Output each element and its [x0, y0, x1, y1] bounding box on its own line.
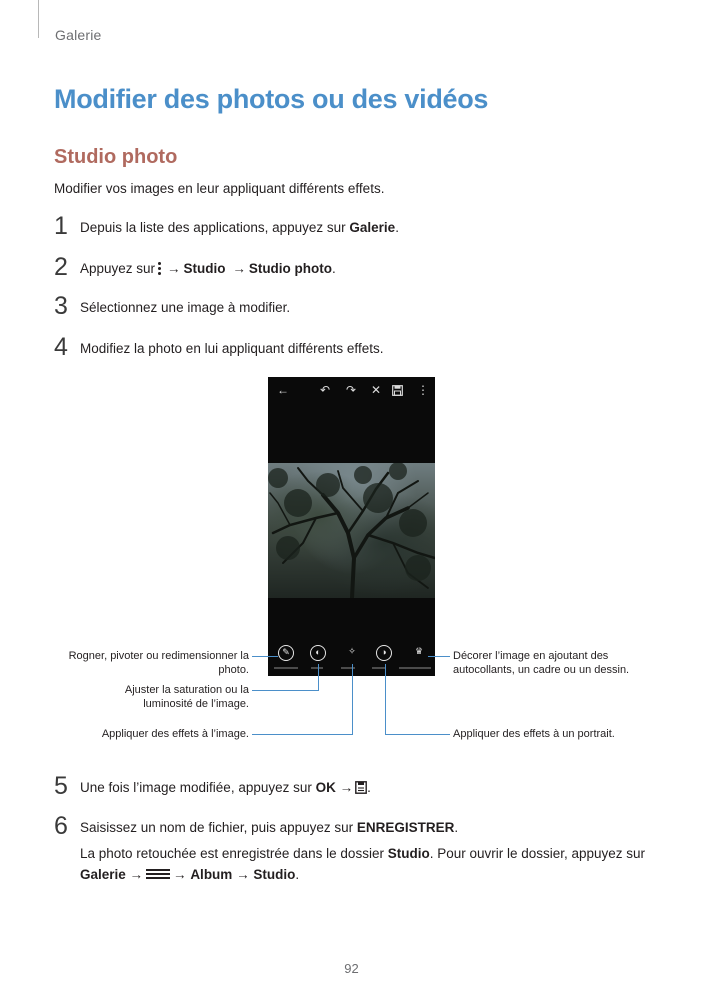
callout-effects: Appliquer des effets à l’image. [101, 728, 249, 740]
step-number: 3 [54, 292, 68, 320]
step-text: Depuis la liste des applications, appuyez sur Galerie. [80, 220, 399, 235]
callout-line-decorate [428, 656, 450, 657]
undo-icon[interactable]: ↶ [320, 383, 331, 397]
adjust-tool-icon[interactable]: ◐ [310, 645, 326, 661]
redo-icon[interactable]: ↷ [346, 383, 357, 397]
photo-tree [268, 463, 435, 598]
callout-line-effects [352, 664, 353, 735]
callout-line-adjust [318, 664, 319, 691]
page-number: 92 [344, 961, 359, 976]
menu-icon [146, 868, 170, 880]
step-text: Une fois l’image modifiée, appuyez sur OK → . [80, 780, 371, 795]
sub-title: Studio photo [54, 146, 178, 168]
save-icon [355, 781, 367, 794]
page-title: Modifier des photos ou des vidéos [54, 84, 489, 114]
note-line-2: Galerie → → Album → Studio. [80, 867, 300, 882]
step-number: 4 [54, 333, 68, 361]
step-text: Modifiez la photo en lui appliquant différents effets. [80, 341, 384, 356]
callout-line-crop [252, 656, 278, 657]
effects-tool-icon[interactable]: ✧ [348, 646, 356, 656]
editor-toolbar [268, 377, 435, 405]
step-number: 5 [54, 772, 68, 800]
transform-tool-icon[interactable]: ✎ [278, 645, 294, 661]
callout-line-effects [252, 734, 352, 735]
callout-decorate: Décorer l’image en ajoutant des autocollants, un cadre ou un dessin. [453, 650, 630, 676]
note-line-1: La photo retouchée est enregistrée dans le dossier Studio. Pour ouvrir le dossier, appuyez sur [80, 846, 646, 861]
step-number: 6 [54, 812, 68, 840]
close-icon[interactable]: ✕ [371, 383, 382, 397]
callout-crop: Rogner, pivoter ou redimensionner la photo. [68, 650, 249, 676]
callout-line-adjust [252, 690, 318, 691]
tool-caption [274, 667, 298, 669]
tree-branches [268, 463, 435, 598]
decoration-tool-icon[interactable]: ♛ [414, 646, 424, 656]
note-paragraph [80, 843, 645, 885]
step-text: Sélectionnez une image à modifier. [80, 300, 291, 315]
tool-caption [372, 667, 386, 669]
section-label: Galerie [55, 27, 102, 43]
intro-text: Modifier vos images en leur appliquant différents effets. [54, 181, 385, 196]
callout-line-portrait [385, 734, 450, 735]
corner-rule [38, 0, 39, 38]
back-arrow-icon[interactable]: ← [277, 383, 289, 397]
tool-caption [399, 667, 431, 669]
tool-caption [311, 667, 323, 669]
more-options-icon[interactable]: ⋮ [417, 383, 429, 397]
step-text: Saisissez un nom de fichier, puis appuyez sur ENREGISTRER. [80, 820, 459, 835]
step-number: 2 [54, 253, 68, 281]
step-text: Appuyez sur → Studio → Studio photo. [80, 261, 336, 276]
step-number: 1 [54, 212, 68, 240]
save-icon[interactable] [392, 385, 403, 396]
portrait-tool-icon[interactable]: ◑ [376, 645, 392, 661]
callout-portrait: Appliquer des effets à un portrait. [453, 728, 615, 740]
more-options-icon [157, 261, 162, 276]
callout-line-portrait [385, 664, 386, 735]
callout-adjust: Ajuster la saturation ou la luminosité de l’image. [124, 684, 249, 710]
phone-screenshot [268, 377, 435, 676]
app-name-galerie: Galerie [349, 220, 396, 235]
